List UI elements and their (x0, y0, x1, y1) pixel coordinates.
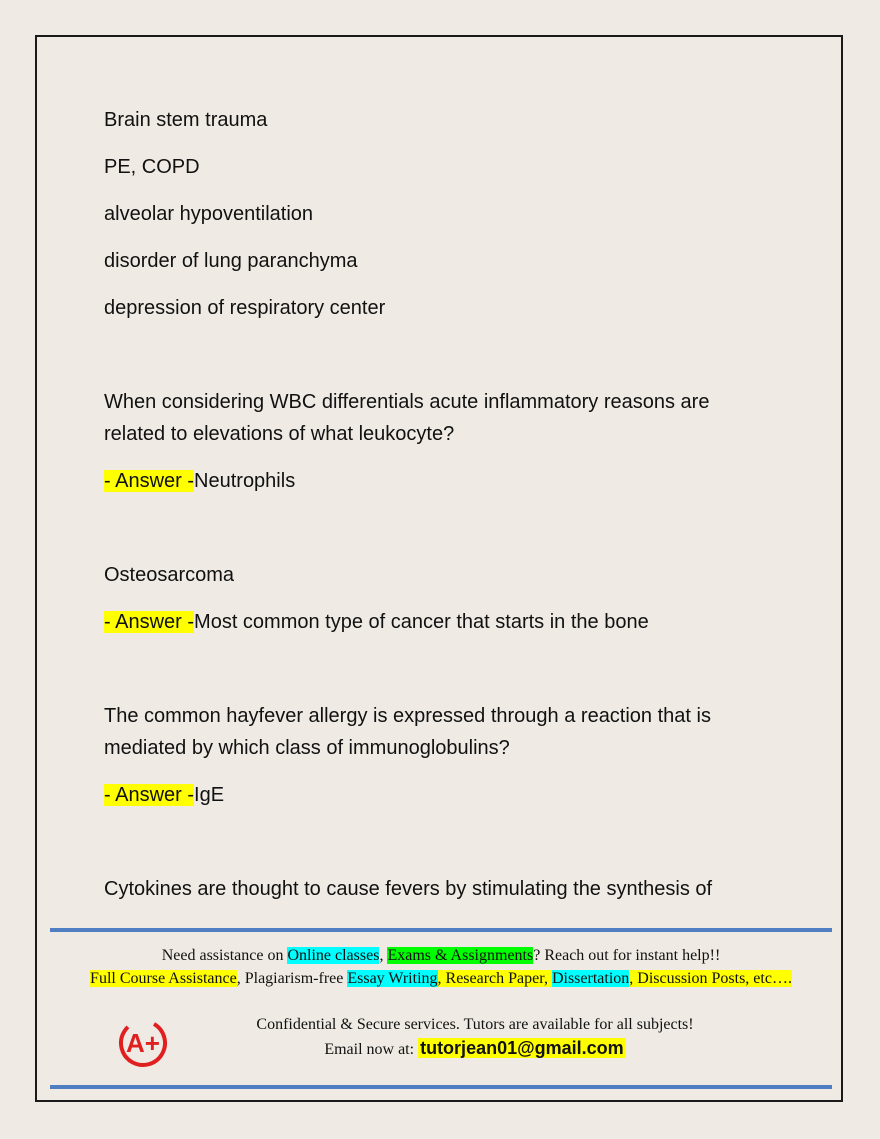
footer-line-2 (50, 967, 832, 990)
online-classes-highlight: Online classes (287, 947, 380, 964)
footer-text: ? Reach out for instant help!! (533, 947, 721, 964)
footer-line-1 (50, 944, 832, 967)
footer-text: , (379, 947, 388, 964)
email-link[interactable]: tutorjean01@gmail.com (420, 1038, 624, 1058)
question-text: Osteosarcoma (104, 564, 235, 586)
footer-text: Need assistance on (161, 947, 288, 964)
question-text: related to elevations of what leukocyte? (104, 423, 455, 445)
text-line: alveolar hypoventilation (104, 203, 314, 225)
text-line: depression of respiratory center (104, 297, 386, 319)
full-course-highlight: Full Course Assistance (90, 970, 237, 987)
text-line: Brain stem trauma (104, 109, 268, 131)
answer-text: Most common type of cancer that starts in the bone (194, 611, 649, 633)
answer-text: Neutrophils (194, 470, 296, 492)
question-text: The common hayfever allergy is expressed through a reaction that is (104, 705, 711, 727)
footer-text: , Plagiarism-free (236, 970, 348, 987)
research-paper-highlight: , Research Paper, (437, 970, 552, 987)
essay-writing-highlight: Essay Writing (347, 970, 438, 987)
footer-divider-top (50, 928, 832, 932)
answer-line (104, 779, 784, 811)
logo-text: A+ (126, 1028, 160, 1058)
text-line: PE, COPD (104, 156, 200, 178)
footer-line-4 (90, 1037, 860, 1061)
answer-line (104, 465, 784, 497)
footer-divider-bottom (50, 1085, 832, 1089)
answer-label: - Answer - (104, 470, 195, 492)
text-line: disorder of lung paranchyma (104, 250, 358, 272)
dissertation-highlight: Dissertation (551, 970, 630, 987)
answer-label: - Answer - (104, 784, 195, 806)
question-text: Cytokines are thought to cause fevers by stimulating the synthesis of (104, 878, 713, 900)
exams-highlight: Exams & Assignments (387, 947, 534, 964)
answer-text: IgE (194, 784, 225, 806)
discussion-posts-highlight: , Discussion Posts, etc…. (629, 970, 792, 987)
answer-label: - Answer - (104, 611, 195, 633)
email-label: Email now at: (324, 1041, 419, 1058)
question-text: mediated by which class of immunoglobulins? (104, 737, 510, 759)
document-body (104, 104, 784, 905)
answer-line (104, 606, 784, 638)
question-text: When considering WBC differentials acute inflammatory reasons are (104, 391, 710, 413)
footer-line-3: Confidential & Secure services. Tutors are available for all subjects! (256, 1016, 694, 1033)
